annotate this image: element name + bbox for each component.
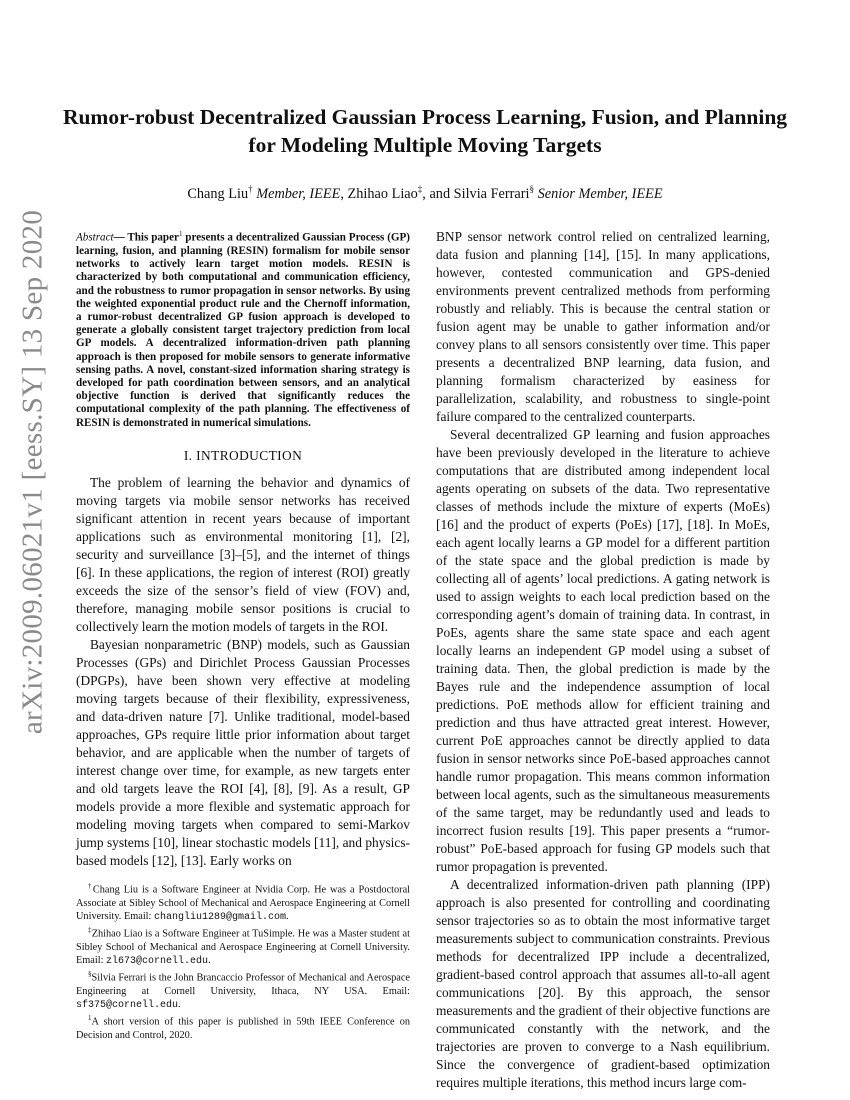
footnote-end: . [178,998,181,1010]
footnote-mark: § [88,970,92,979]
author-3-role: Senior Member, IEEE [537,185,663,202]
author-1-role: Member, IEEE [256,185,341,202]
abstract-body: presents a decentralized Gaussian Process (GP) learning, fusion, and planning (RESIN) formalism for mobile sensor networks to actively learn target motion models. RESIN is characterized by both computational and communication efficiency, and the robustness to rumor propagation in sensor networks. By using the weighted exponential product rule and the Chernoff information, a rumor-robust decentralized GP fusion approach is developed to generate a globally consistent target trajectory prediction from local GP models. A decentralized information-driven path planning approach is then proposed for mobile sensors to generate informative sensing paths. A novel, constant-sized information sharing strategy is developed for path coordination between sensors, and an analytical objective function is derived that significantly reduces the computational complexity of the path planning. The effectiveness of RESIN is demonstrated in numerical simulations. [76,231,410,429]
author-3-mark: § [529,184,534,194]
footnote-email: zl673@cornell.edu [106,955,209,967]
intro-paragraph-1: The problem of learning the behavior and dynamics of moving targets via mobile sensor networks has received significant attention in recent years because of important applications such as environmental monitoring [1], [2], security and surveillance [3]–[5], and the internet of things [6]. In these applications, the region of interest (ROI) greatly exceeds the size of the sensor’s field of view (FOV) and, therefore, managing mobile sensor positions is crucial to collectively learn the motion models of targets in the ROI. [76,474,410,634]
footnote-end: . [208,954,211,966]
author-2-mark: ‡ [417,184,423,194]
footnote-mark: ‡ [88,926,92,935]
right-column [436,228,770,1092]
footnote-2 [76,924,410,968]
footnote-text: Chang Liu is a Software Engineer at Nvidia Corp. He was a Postdoctoral Associate at Sibley School of Mechanical and Aerospace Engineering at Cornell University. Email: [76,884,411,922]
author-1-mark: † [248,184,253,194]
abstract-label: Abstract [76,231,114,244]
arxiv-side-identifier [2,0,64,1100]
footnotes [76,880,410,1043]
author-1-name: Chang Liu [187,185,249,202]
footnote-text: Zhihao Liao is a Software Engineer at TuSimple. He was a Master student at Sibley School of Mechanical and Aerospace Engineering at Cornell University. Email: [76,928,410,966]
author-3-name: , and Silvia Ferrari [422,185,530,202]
author-2-name: , Zhihao Liao [340,185,418,202]
footnote-email: changliu1289@gmail.com [153,911,287,923]
footnote-mark: 1 [88,1014,92,1023]
abstract-dash: — This paper [113,231,179,244]
footnote-4 [76,1012,410,1043]
footnote-3 [76,968,410,1012]
left-column [76,228,410,870]
arxiv-id-text: arXiv:2009.06021v1 [eess.SY] 13 Sep 2020 [16,209,49,735]
right-paragraph-2: Several decentralized GP learning and fusion approaches have been previously developed in the literature to achieve computations that are distributed among independent local agents operating on subsets of the data. Two representative classes of methods include the mixture of experts (MoEs) [16] and the product of experts (PoEs) [17], [18]. In MoEs, each agent locally learns a GP model for a different partition of the state space and the global prediction is made by collecting all of agents’ local predictions. A gating network is used to assign weights to each local prediction based on the corresponding agent’s domain of training data. In contrast, in PoEs, agents share the same state space and each agent locally learns an independent GP model using a subset of training data. Then, the global prediction is made by the Bayes rule and the independence assumption of local predictions. PoE methods allow for efficient training and prediction and thus have attracted great interest. However, current PoE approaches cannot be directly applied to data fusion in sensor networks since PoE-based approaches cannot handle rumor propagation. This means common information between local agents, such as the simultaneous measurements of the same target, may be redundantly used and leads to incorrect fusion results [19]. This paper presents a “rumor-robust” PoE-based approach for fusing GP models such that rumor propagation is prevented. [436,427,770,874]
footnote-1 [76,880,410,924]
footnote-end: . [286,910,289,922]
footnote-email: sf375@cornell.edu [76,999,179,1011]
footnote-text: A short version of this paper is published in 59th IEEE Conference on Decision and Control, 2020. [76,1016,410,1041]
section-heading: I. INTRODUCTION [183,447,303,463]
paper-title: Rumor-robust Decentralized Gaussian Process Learning, Fusion, and Planning for Modeling Multiple Moving Targets [62,105,788,157]
right-paragraph-1: BNP sensor network control relied on centralized learning, data fusion and planning [14], [15]. In many applications, however, contested communication and GPS-denied environments prevent centralized methods from performing robustly and reliably. This is because the central station or fusion agent may be unable to gather information and/or convey plans to all sensors consistently over time. This paper presents a decentralized BNP learning, data fusion, and planning formalism characterized by easiness for parallelization, scalability, and robustness to single-point failure compared to the centralized counterparts. [436,229,770,424]
intro-paragraph-2: Bayesian nonparametric (BNP) models, such as Gaussian Processes (GPs) and Dirichlet Process Gaussian Processes (DPGPs), have been shown very effective at modeling moving targets because of their flexibility, expressiveness, and data-driven nature [7]. Unlike traditional, model-based approaches, GPs require little prior information about target behavior, and are applicable when the number of targets of interest change over time, for example, as new targets enter and old targets leave the ROI [4], [8], [9]. As a result, GP models provide a more flexible and systematic approach for modeling moving targets when compared to semi-Markov jump systems [10], linear stochastic models [11], and physics-based models [12], [13]. Early works on [76,636,410,868]
footnote-mark: † [88,882,93,890]
footnote-text: Silvia Ferrari is the John Brancaccio Professor of Mechanical and Aerospace Engineering at Cornell University, Ithaca, NY USA. Email: [76,972,410,997]
author-line [60,180,790,203]
abstract [76,228,410,430]
abstract-footnote-mark: 1 [178,230,183,238]
right-paragraph-3: A decentralized information-driven path planning (IPP) approach is also presented for controlling and coordinating sensor trajectories so as to obtain the most informative target measurements subject to communication constraints. Previous methods for decentralized IPP include a decentralized, gradient-based control approach that assumes all-to-all agent communications [20]. By this approach, the sensor measurements and the gradient of their objective functions are communicated constantly with the network, and the trajectories are proven to converge to a Nash equilibrium. Since the convergence of gradient-based optimization requires multiple iterations, this method incurs large com- [436,877,770,1090]
